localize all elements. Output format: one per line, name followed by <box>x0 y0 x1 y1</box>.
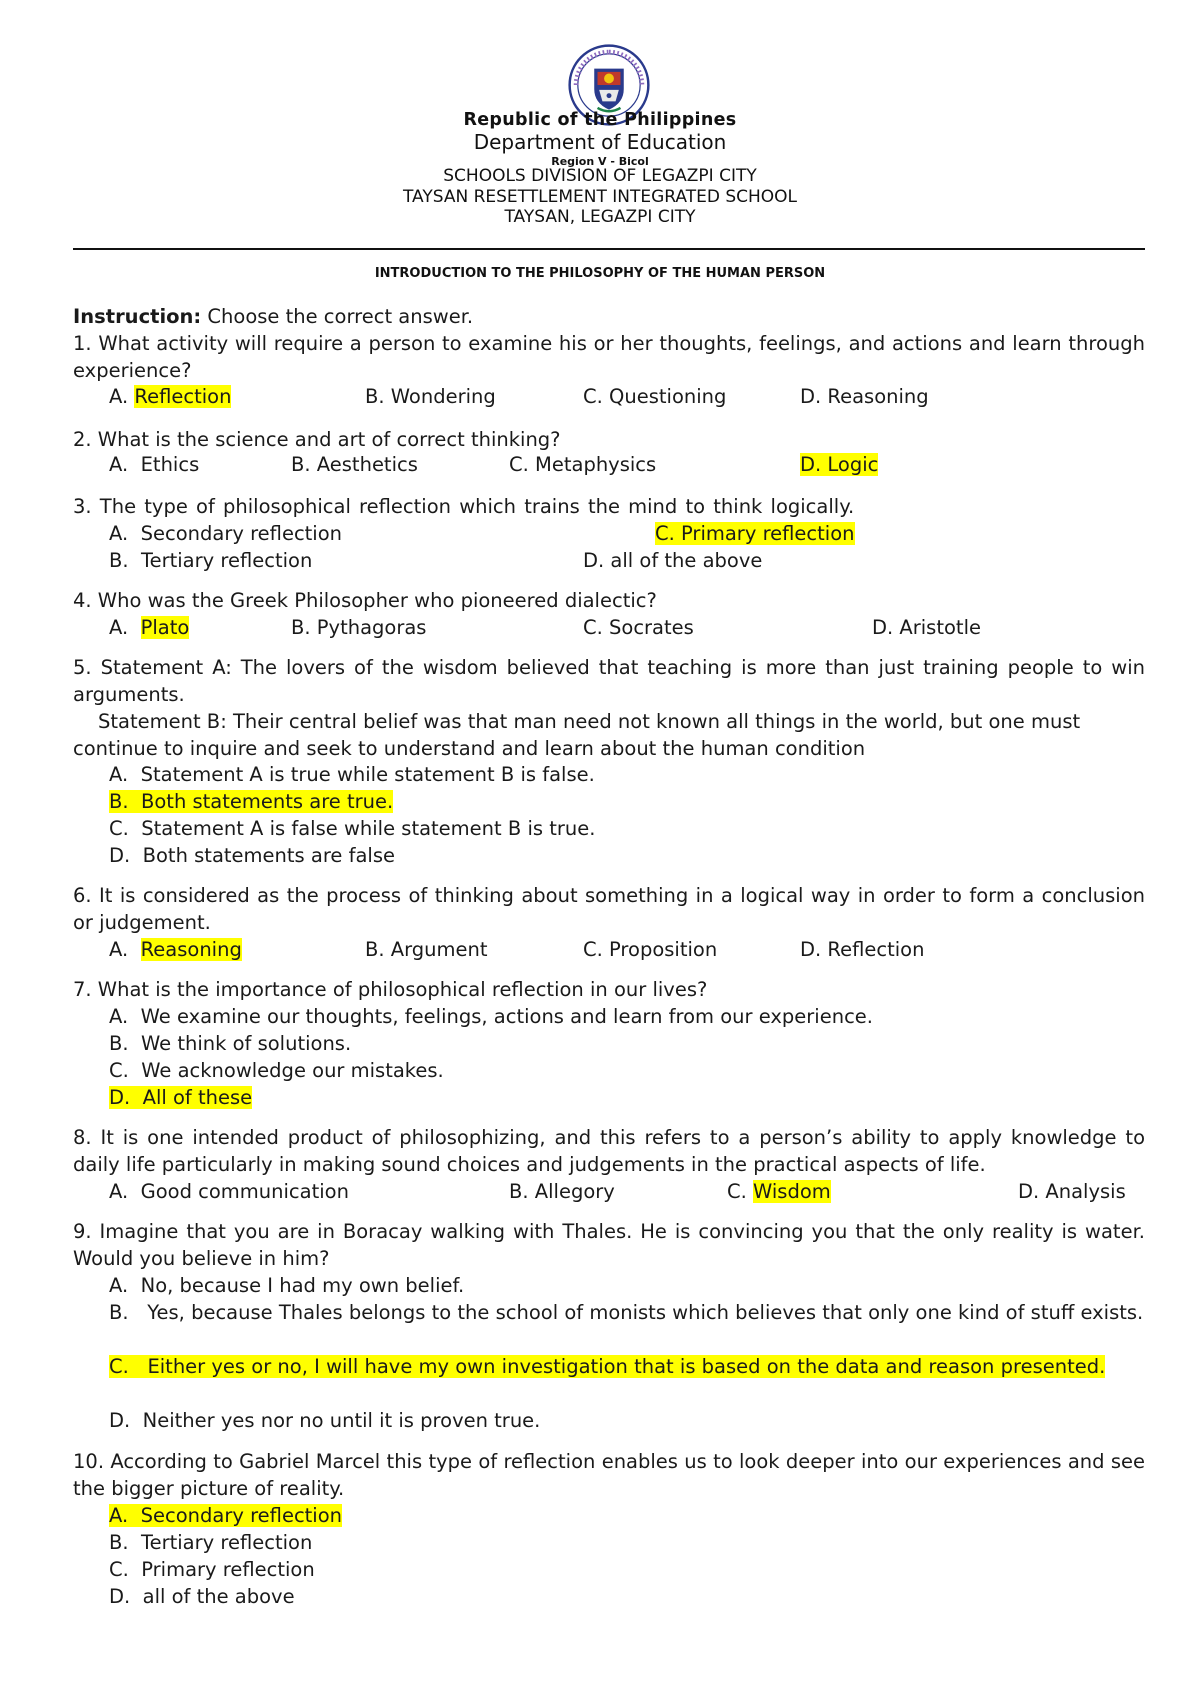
option-letter: C. <box>109 1059 129 1082</box>
instruction <box>73 303 1145 330</box>
question-2-stem: 2. What is the science and art of correct thinking? <box>73 428 561 451</box>
option-text: D. Analysis <box>1018 1180 1126 1203</box>
option-text: Either yes or no, I will have my own investigation that is based on the data and reason presented. <box>147 1355 1106 1378</box>
option-letter: C. <box>583 385 603 408</box>
option-text: Statement A is true while statement B is false. <box>140 763 595 786</box>
q2-option-c[interactable] <box>509 451 656 478</box>
option-letter: C. <box>109 1558 129 1581</box>
q7-option-c[interactable] <box>109 1057 444 1084</box>
option-letter: D. <box>109 1409 131 1432</box>
option-letter: B. <box>291 453 311 476</box>
question-5-statement-b: Statement B: Their central belief was that man need not known all things in the world, but one must continue to inquire and seek to understand and learn about the human condition <box>73 710 1081 760</box>
option-letter: B. <box>109 1531 129 1554</box>
option-letter: C. <box>727 1180 747 1203</box>
option-text: All of these <box>142 1086 253 1109</box>
option-letter: A. <box>109 1274 129 1297</box>
option-text: Wisdom <box>753 1180 831 1203</box>
option-text: all of the above <box>142 1585 295 1608</box>
option-text: Both statements are true. <box>140 790 394 813</box>
header-republic: Republic of the Philippines <box>463 110 737 130</box>
option-text: D. all of the above <box>583 549 763 572</box>
option-text: Reasoning <box>827 385 929 408</box>
q5-option-a[interactable] <box>109 761 595 788</box>
option-text: Both statements are false <box>142 844 396 867</box>
option-text: No, because I had my own belief. <box>140 1274 465 1297</box>
option-letter: C. <box>109 1355 129 1378</box>
option-text: Statement A is false while statement B is true. <box>141 817 596 840</box>
q2-option-a[interactable] <box>109 451 199 478</box>
q6-option-d[interactable] <box>800 936 924 963</box>
option-text: Neither yes nor no until it is proven true. <box>142 1409 541 1432</box>
question-5-stem: 5. Statement A: The lovers of the wisdom believed that teaching is more than just training people to win arguments. <box>73 656 1145 706</box>
q9-option-a[interactable] <box>109 1272 464 1299</box>
option-text: Questioning <box>609 385 727 408</box>
q6-option-a[interactable] <box>109 936 242 963</box>
header-school: TAYSAN RESETTLEMENT INTEGRATED SCHOOL <box>402 187 798 207</box>
question-10-stem: 10. According to Gabriel Marcel this type of reflection enables us to look deeper into our experiences and see the bigger picture of reality. <box>73 1450 1145 1500</box>
subject-title: INTRODUCTION TO THE PHILOSOPHY OF THE HUMAN PERSON <box>374 266 826 281</box>
question-4-stem: 4. Who was the Greek Philosopher who pioneered dialectic? <box>73 589 657 612</box>
q3-option-a[interactable] <box>109 520 342 547</box>
option-letter: D. <box>800 385 822 408</box>
header-divider <box>73 248 1145 250</box>
header-region: Region V - Bicol <box>551 155 649 168</box>
q6-option-b[interactable] <box>365 936 488 963</box>
question-1-stem: 1. What activity will require a person to examine his or her thoughts, feelings, and actions and learn through experience? <box>73 332 1145 382</box>
option-text: C. Primary reflection <box>655 522 855 545</box>
q7-option-b[interactable] <box>109 1030 351 1057</box>
q10-option-b[interactable] <box>109 1529 312 1556</box>
option-letter: A. <box>109 1005 129 1028</box>
option-text: We acknowledge our mistakes. <box>141 1059 444 1082</box>
option-text: C. Socrates <box>583 616 694 639</box>
option-text: Secondary reflection <box>140 522 343 545</box>
option-letter: B. <box>109 1301 129 1324</box>
q9-option-d[interactable] <box>109 1407 540 1434</box>
option-letter: D. <box>109 844 131 867</box>
q1-option-b[interactable] <box>365 383 496 410</box>
q1-option-c[interactable] <box>583 383 726 410</box>
option-text: We think of solutions. <box>140 1032 352 1055</box>
option-text: Aesthetics <box>316 453 418 476</box>
header-department: Department of Education <box>473 130 727 154</box>
q3-option-d[interactable] <box>583 547 762 574</box>
q10-option-a[interactable] <box>109 1502 342 1529</box>
q1-option-a[interactable] <box>109 383 231 410</box>
option-text: Tertiary reflection <box>140 549 313 572</box>
option-text: Wondering <box>390 385 496 408</box>
option-letter: A. <box>109 522 129 545</box>
q2-option-b[interactable] <box>291 451 418 478</box>
option-letter: A. <box>109 616 129 639</box>
q7-option-a[interactable] <box>109 1003 873 1030</box>
option-letter: A. <box>109 938 129 961</box>
option-text: Reflection <box>134 385 232 408</box>
option-letter: B. <box>109 549 129 572</box>
q4-option-d[interactable] <box>872 614 981 641</box>
q6-option-c[interactable] <box>583 936 717 963</box>
option-letter: A. <box>109 1504 129 1527</box>
option-letter: A. <box>109 763 129 786</box>
option-text: Ethics <box>140 453 200 476</box>
q10-option-d[interactable] <box>109 1583 295 1610</box>
q5-option-b[interactable] <box>109 788 393 815</box>
q8-option-d[interactable] <box>1018 1178 1126 1205</box>
q1-option-d[interactable] <box>800 383 929 410</box>
q9-option-b[interactable] <box>109 1299 1145 1326</box>
option-letter: D. <box>109 1585 131 1608</box>
q5-option-c[interactable] <box>109 815 595 842</box>
q4-option-a[interactable] <box>109 614 189 641</box>
option-text: B. Argument <box>365 938 488 961</box>
q3-option-c[interactable] <box>655 520 855 547</box>
q5-option-d[interactable] <box>109 842 395 869</box>
option-text: B. Pythagoras <box>291 616 427 639</box>
option-text: B. Allegory <box>509 1180 615 1203</box>
q9-option-c[interactable] <box>109 1353 1145 1380</box>
option-text: Plato <box>140 616 190 639</box>
q4-option-b[interactable] <box>291 614 426 641</box>
option-text: Metaphysics <box>535 453 657 476</box>
question-3-stem: 3. The type of philosophical reflection which trains the mind to think logically. <box>73 495 855 518</box>
option-letter: C. <box>109 817 129 840</box>
option-letter: C. <box>509 453 529 476</box>
option-text: Yes, because Thales belongs to the school of monists which believes that only one kind of stuff exists. <box>147 1301 1144 1324</box>
question-7-stem: 7. What is the importance of philosophical reflection in our lives? <box>73 978 708 1001</box>
option-letter: B. <box>109 790 129 813</box>
option-text: Good communication <box>140 1180 349 1203</box>
q3-option-b[interactable] <box>109 547 312 574</box>
option-letter: A. <box>109 385 129 408</box>
option-text: D. Logic <box>800 453 879 476</box>
instruction-label: Instruction: <box>73 305 202 328</box>
option-letter: B. <box>109 1032 129 1055</box>
option-text: Tertiary reflection <box>140 1531 313 1554</box>
instruction-text: Choose the correct answer. <box>201 305 474 328</box>
option-text: We examine our thoughts, feelings, actions and learn from our experience. <box>140 1005 874 1028</box>
question-9-stem: 9. Imagine that you are in Boracay walking with Thales. He is convincing you that the only reality is water. Would you believe in him? <box>73 1220 1145 1270</box>
option-text: D. Aristotle <box>872 616 981 639</box>
header-city: TAYSAN, LEGAZPI CITY <box>504 207 696 227</box>
q8-option-b[interactable] <box>509 1178 615 1205</box>
q2-option-d[interactable] <box>800 451 878 478</box>
option-text: Reasoning <box>140 938 242 961</box>
question-8-stem: 8. It is one intended product of philosophizing, and this refers to a person’s ability to apply knowledge to daily life particularly in making sound choices and judgements in the practical aspects of life. <box>73 1126 1145 1176</box>
option-letter: D. <box>109 1086 131 1109</box>
option-text: D. Reflection <box>800 938 925 961</box>
header-division: SCHOOLS DIVISION OF LEGAZPI CITY <box>443 166 757 186</box>
option-letter: A. <box>109 453 129 476</box>
option-text: C. Proposition <box>583 938 718 961</box>
option-text: Primary reflection <box>141 1558 315 1581</box>
q8-option-c[interactable] <box>727 1178 831 1205</box>
option-letter: B. <box>365 385 385 408</box>
q7-option-d[interactable] <box>109 1084 252 1111</box>
question-6-stem: 6. It is considered as the process of thinking about something in a logical way in order to form a conclusion or judgement. <box>73 884 1145 934</box>
q4-option-c[interactable] <box>583 614 694 641</box>
option-letter: A. <box>109 1180 129 1203</box>
option-text: Secondary reflection <box>140 1504 343 1527</box>
q8-option-a[interactable] <box>109 1178 349 1205</box>
q10-option-c[interactable] <box>109 1556 315 1583</box>
